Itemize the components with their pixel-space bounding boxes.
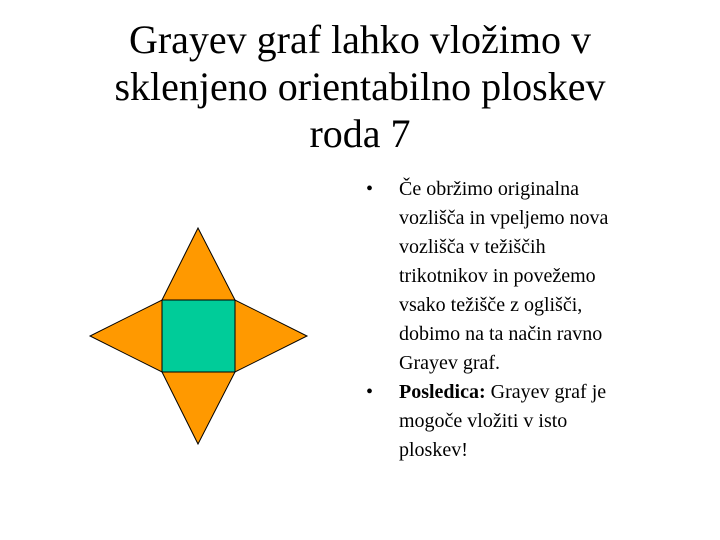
title-line-3: roda 7 [309, 111, 411, 156]
left-triangle [90, 300, 162, 372]
bullet-item-1 [366, 175, 666, 378]
bottom-triangle [162, 372, 235, 444]
star-net-figure [0, 0, 330, 540]
bullet-2-lead: Posledica: [399, 381, 486, 403]
bullet-item-2 [366, 378, 666, 465]
bullet-dot: • [366, 178, 374, 200]
bullet-1-line-6: dobimo na ta način ravno [399, 323, 603, 345]
bullet-1-line-3: vozlišča v težiščih [399, 236, 546, 258]
bullet-2-line-2: mogoče vložiti v isto [399, 410, 568, 432]
bullet-1-line-1: Če obržimo originalna [399, 178, 579, 200]
bullet-dot: • [366, 381, 374, 403]
right-triangle [235, 300, 307, 372]
title-line-2: sklenjeno orientabilno ploskev [114, 64, 606, 109]
top-triangle [162, 228, 235, 300]
bullet-1-line-2: vozlišča in vpeljemo nova [399, 207, 609, 229]
bullet-2-line-1: Grayev graf je [485, 381, 607, 403]
center-square [162, 300, 235, 372]
title-line-1: Grayev graf lahko vložimo v [128, 17, 592, 62]
bullet-2-line-3: ploskev! [399, 439, 468, 461]
bullet-1-line-4: trikotnikov in povežemo [399, 265, 596, 287]
bullet-1-line-7: Grayev graf. [399, 352, 501, 374]
bullet-1-line-5: vsako težišče z oglišči, [399, 294, 583, 316]
bullet-list [366, 175, 666, 465]
